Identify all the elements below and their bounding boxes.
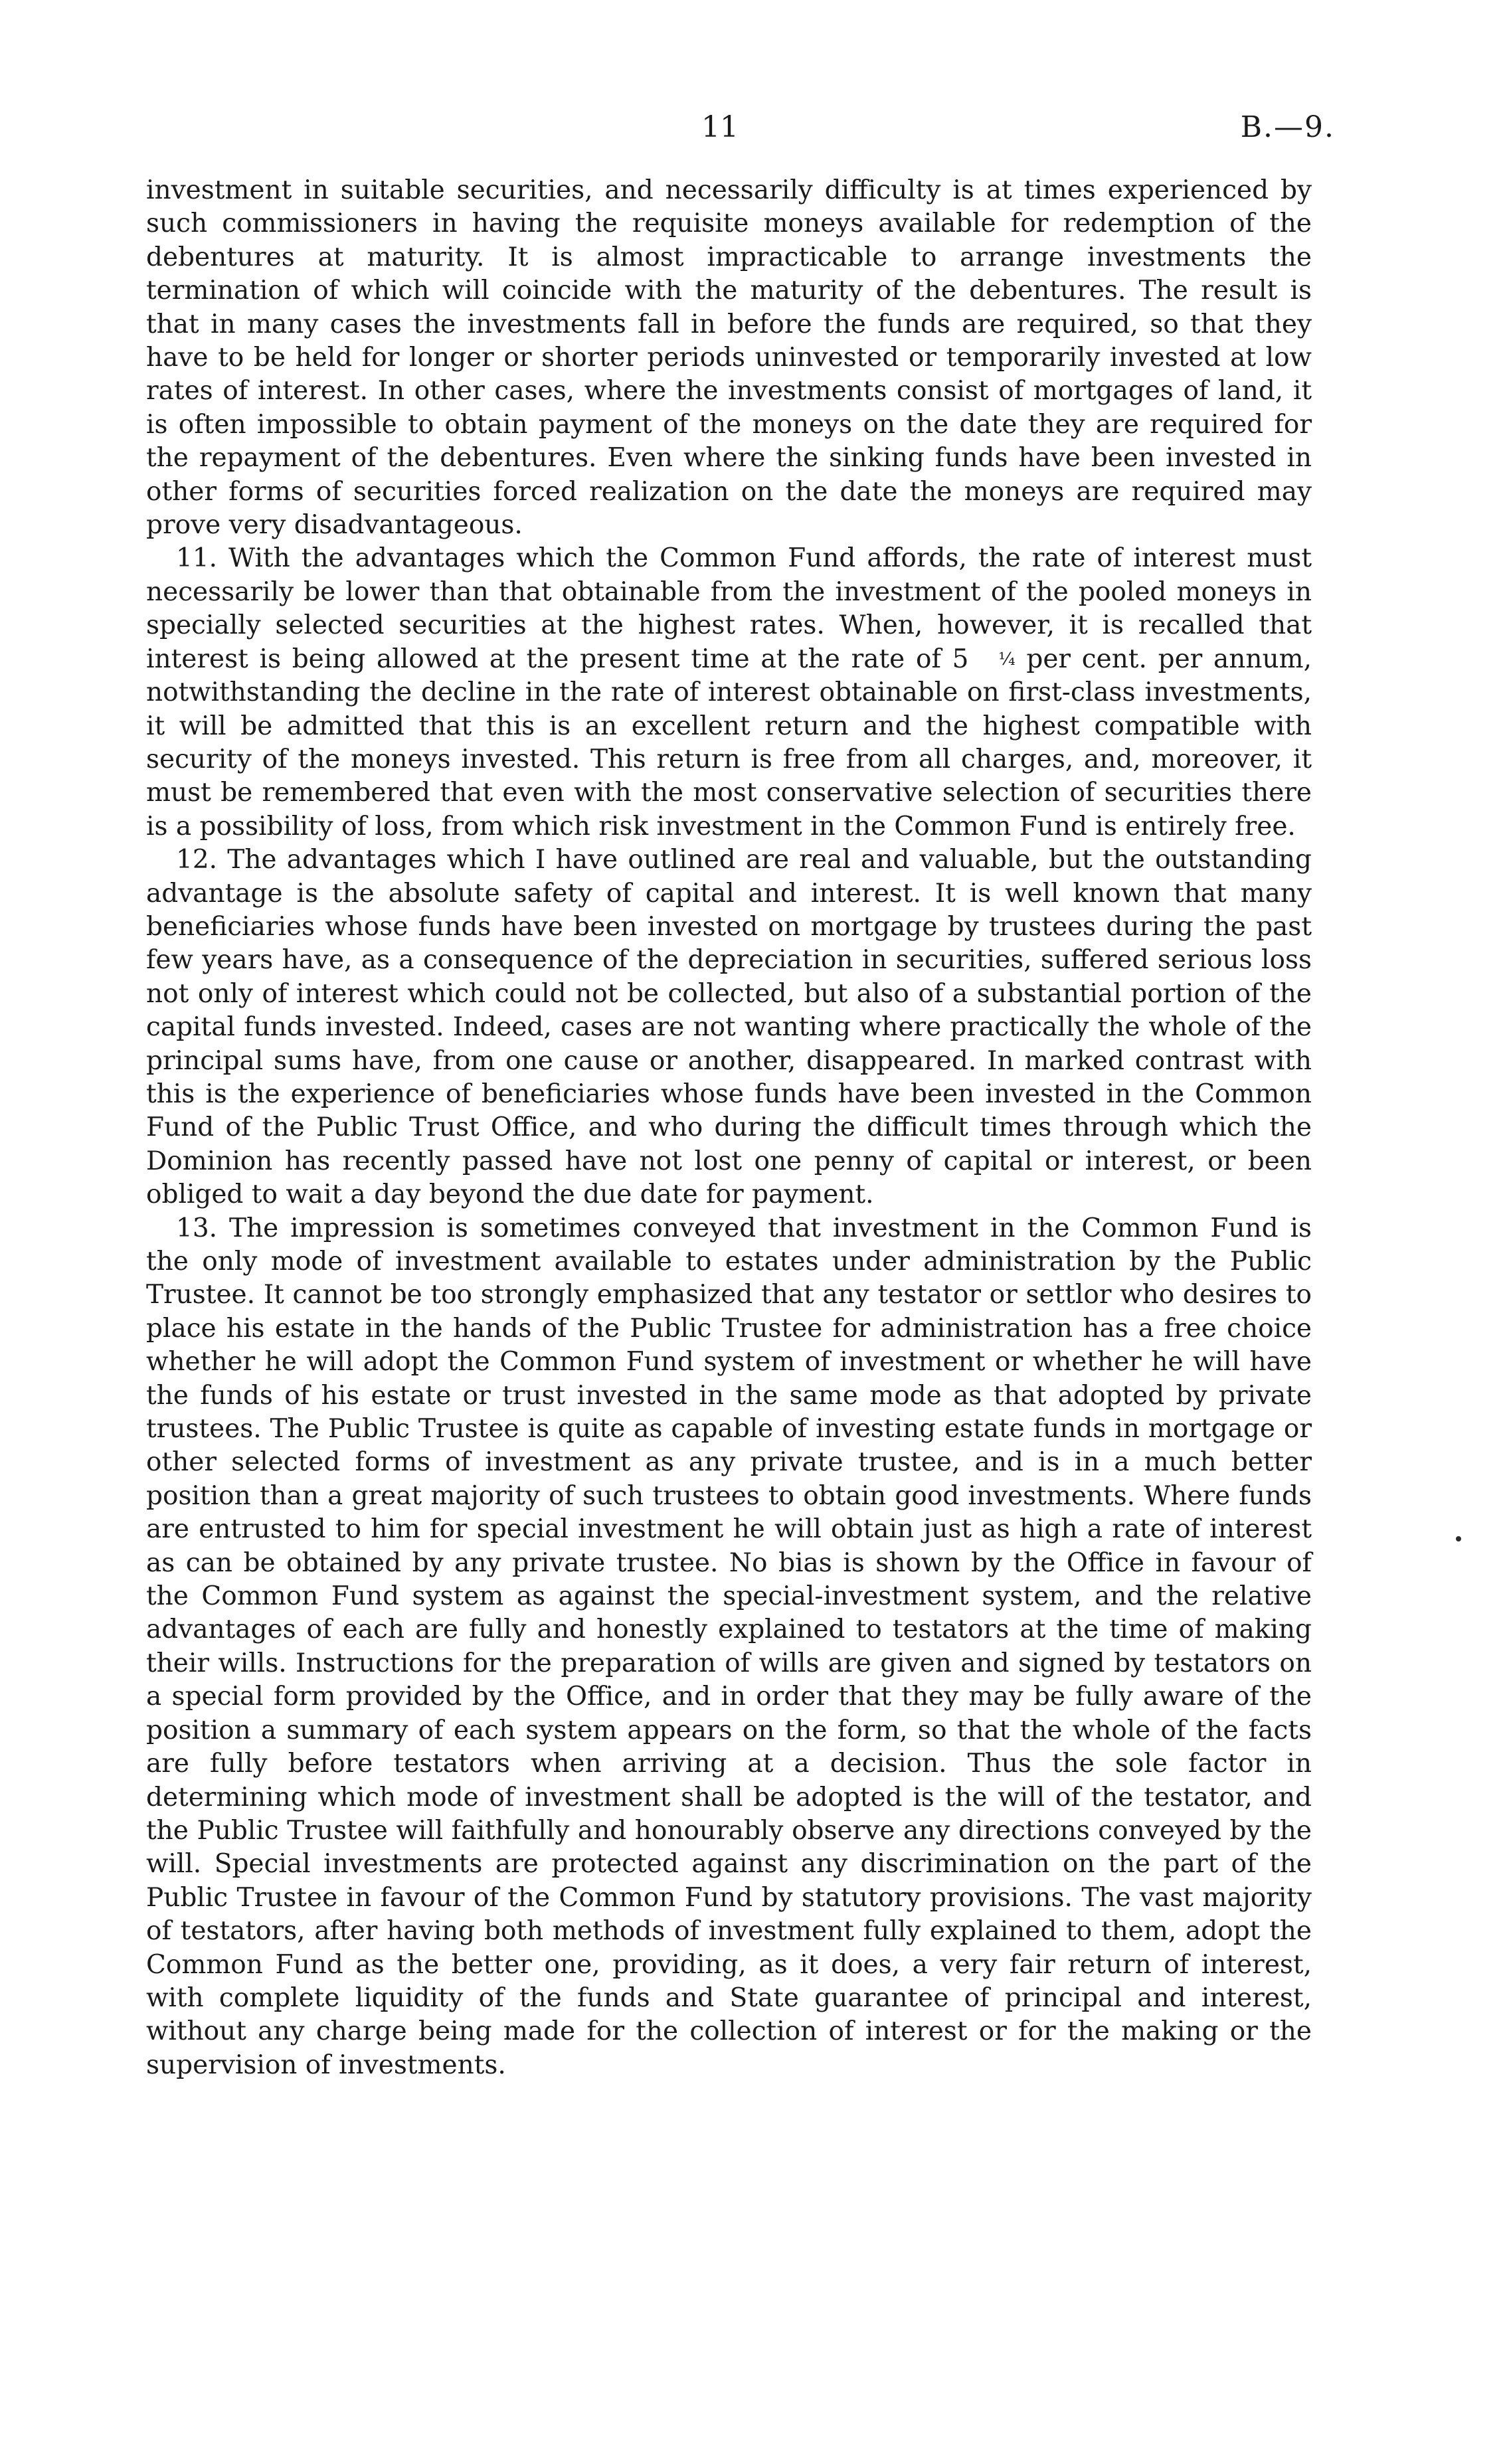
paragraph-13: 13. The impression is sometimes conveyed that investment in the Common Fund is the only mode of investment available to estates under administration by the Public Trustee. It cannot be too strongly emphasized that any testator or settlor who desires to place his estate in the hands of the Public Trustee for administration has a free choice whether he will adopt the Common Fund system of investment or whether he will have the funds of his estate or trust invested in the same mode as that adopted by private trustees. The Public Trustee is quite as capable of investing estate funds in mortgage or other selected forms of investment as any private trustee, and is in a much better position than a great majority of such trustees to obtain good investments. Where funds are entrusted to him for special investment he will obtain just as high a rate of interest as can be obtained by any private trustee. No bias is shown by the Office in favour of the Common Fund system as against the special-investment system, and the relative advantages of each are fully and honestly explained to testators at the time of making their wills. Instructions for the preparation of wills are given and signed by testators on a special form provided by the Office, and in order that they may be fully aware of the position a summary of each system appears on the form, so that the whole of the facts are fully before testators when arriving at a decision. Thus the sole factor in determining which mode of investment shall be adopted is the will of the testator, and the Public Trustee will faithfully and honourably observe any directions conveyed by the will. Special investments are protected against any discrimination on the part of the Public Trustee in favour of the Common Fund by statutory provisions. The vast majority of testators, after having both methods of investment fully explained to them, adopt the Common Fund as the better one, providing, as it does, a very fair return of interest, with complete liquidity of the funds and State guarantee of principal and interest, without any charge being made for the collection of interest or for the making or the supervision of investments. xyxy=(146,1213,1312,2080)
paragraph-11-text-before: 11. With the advantages which the Common Fund affords, the rate of interest must necessarily be lower than that obtainable from the investment of the pooled moneys in specially selected securities at the highest rates. When, however, it is recalled that interest is being allowed at the present time at the rate of 5 xyxy=(146,543,1312,674)
paragraph-12: 12. The advantages which I have outlined are real and valuable, but the outstanding advantage is the absolute safety of capital and interest. It is well known that many beneficiaries whose funds have been invested on mortgage by trustees during the past few years have, as a consequence of the depreciation in securities, suffered serious loss not only of interest which could not be collected, but also of a substantial portion of the capital funds invested. Indeed, cases are not wanting where practically the whole of the principal sums have, from one cause or another, disappeared. In marked contrast with this is the experience of beneficiaries whose funds have been invested in the Common Fund of the Public Trust Office, and who during the difficult times through which the Dominion has recently passed have not lost one penny of capital or interest, or been obliged to wait a day beyond the due date for payment. xyxy=(146,845,1312,1210)
document-reference: B.—9. xyxy=(1240,110,1335,144)
paragraph-11 xyxy=(146,542,1312,843)
page-number: 11 xyxy=(701,110,739,144)
body-text xyxy=(146,174,1312,2082)
interest-rate-fraction: ¼ xyxy=(998,649,1016,669)
scan-speck xyxy=(1456,1536,1461,1541)
paragraph-continued: investment in suitable securities, and necessarily difficulty is at times experienced by such commissioners in having the requisite moneys available for redemption of the debentures at maturity. It is almost impracticable to arrange investments the termination of which will coincide with the maturity of the debentures. The result is that in many cases the investments fall in before the funds are required, so that they have to be held for longer or shorter periods uninvested or temporarily invested at low rates of interest. In other cases, where the investments consist of mortgages of land, it is often impossible to obtain payment of the moneys on the date they are required for the repayment of the debentures. Even where the sinking funds have been invested in other forms of securities forced realization on the date the moneys are required may prove very disadvantageous. xyxy=(146,175,1312,541)
paragraph-11-text-after: per cent. per annum, notwithstanding the decline in the rate of interest obtainable on first-class investments, it will be admitted that this is an excellent return and the highest compatible with security of the moneys invested. This return is free from all charges, and, moreover, it must be remembered that even with the most conservative selection of securities there is a possibility of loss, from which risk investment in the Common Fund is entirely free. xyxy=(146,644,1312,841)
